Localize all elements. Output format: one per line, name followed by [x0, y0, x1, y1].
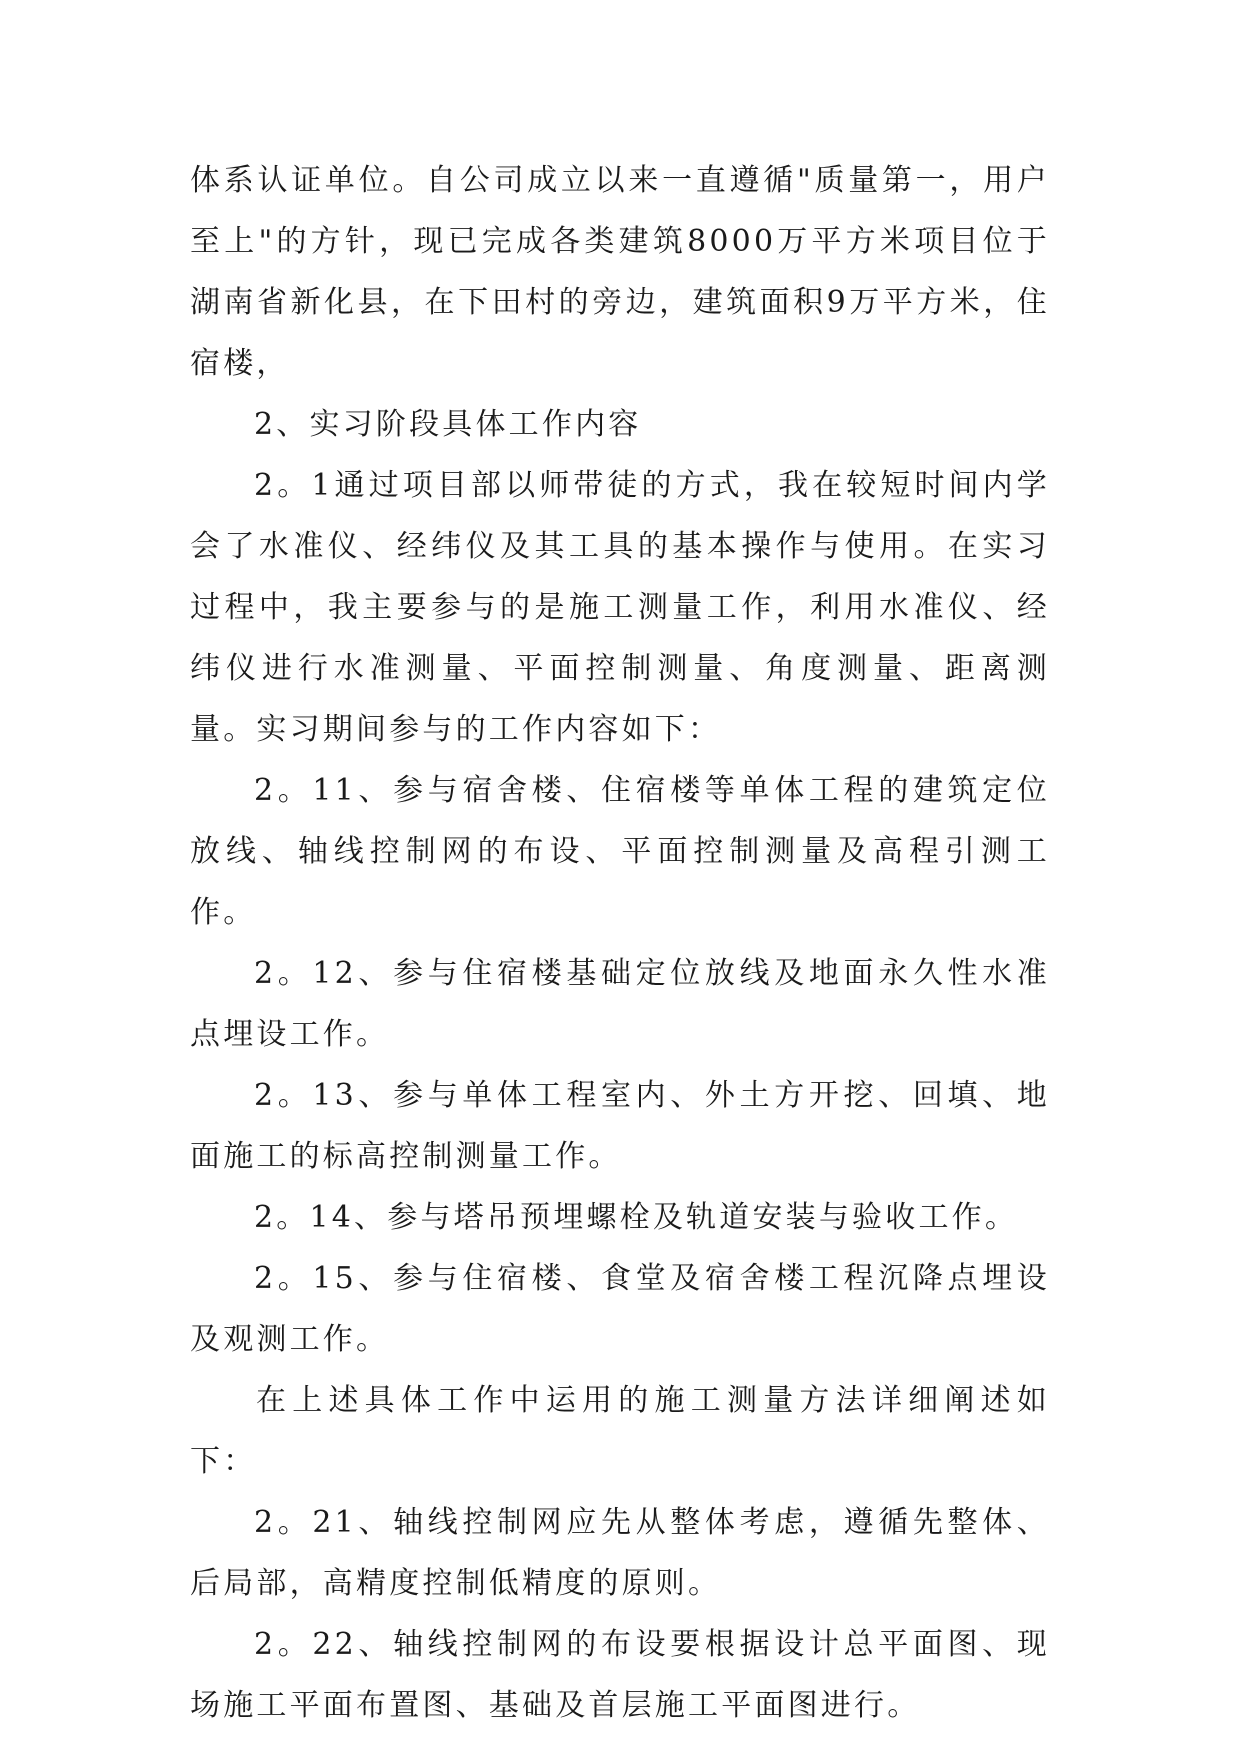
paragraph-2-12: 2。12、参与住宿楼基础定位放线及地面永久性水准点埋设工作。	[190, 956, 1050, 1052]
paragraph-2-21: 2。21、轴线控制网应先从整体考虑，遵循先整体、后局部，高精度控制低精度的原则。	[190, 1505, 1050, 1601]
paragraph-2-13: 2。13、参与单体工程室内、外土方开挖、回填、地面施工的标高控制测量工作。	[190, 1078, 1050, 1174]
paragraph-company-intro: 体系认证单位。自公司成立以来一直遵循"质量第一，用户至上"的方针，现已完成各类建筑8000万平方米项目位于湖南省新化县，在下田村的旁边，建筑面积9万平方米，住宿楼，	[190, 163, 1050, 381]
paragraph-2-11: 2。11、参与宿舍楼、住宿楼等单体工程的建筑定位放线、轴线控制网的布设、平面控制测量及高程引测工作。	[190, 773, 1050, 930]
paragraph-methods-intro: 在上述具体工作中运用的施工测量方法详细阐述如下：	[190, 1383, 1050, 1479]
paragraph-2-15: 2。15、参与住宿楼、食堂及宿舍楼工程沉降点埋设及观测工作。	[190, 1261, 1050, 1357]
section-heading-work-content: 2、实习阶段具体工作内容	[254, 407, 642, 442]
paragraph-2-22: 2。22、轴线控制网的布设要根据设计总平面图、现场施工平面布置图、基础及首层施工平面图进行。	[190, 1627, 1050, 1723]
document-body	[190, 150, 1050, 1736]
paragraph-2-14: 2。14、参与塔吊预埋螺栓及轨道安装与验收工作。	[254, 1200, 1019, 1235]
paragraph-2-1: 2。1通过项目部以师带徒的方式，我在较短时间内学会了水准仪、经纬仪及其工具的基本操作与使用。在实习过程中，我主要参与的是施工测量工作，利用水准仪、经纬仪进行水准测量、平面控制测量、角度测量、距离测量。实习期间参与的工作内容如下：	[190, 468, 1050, 747]
